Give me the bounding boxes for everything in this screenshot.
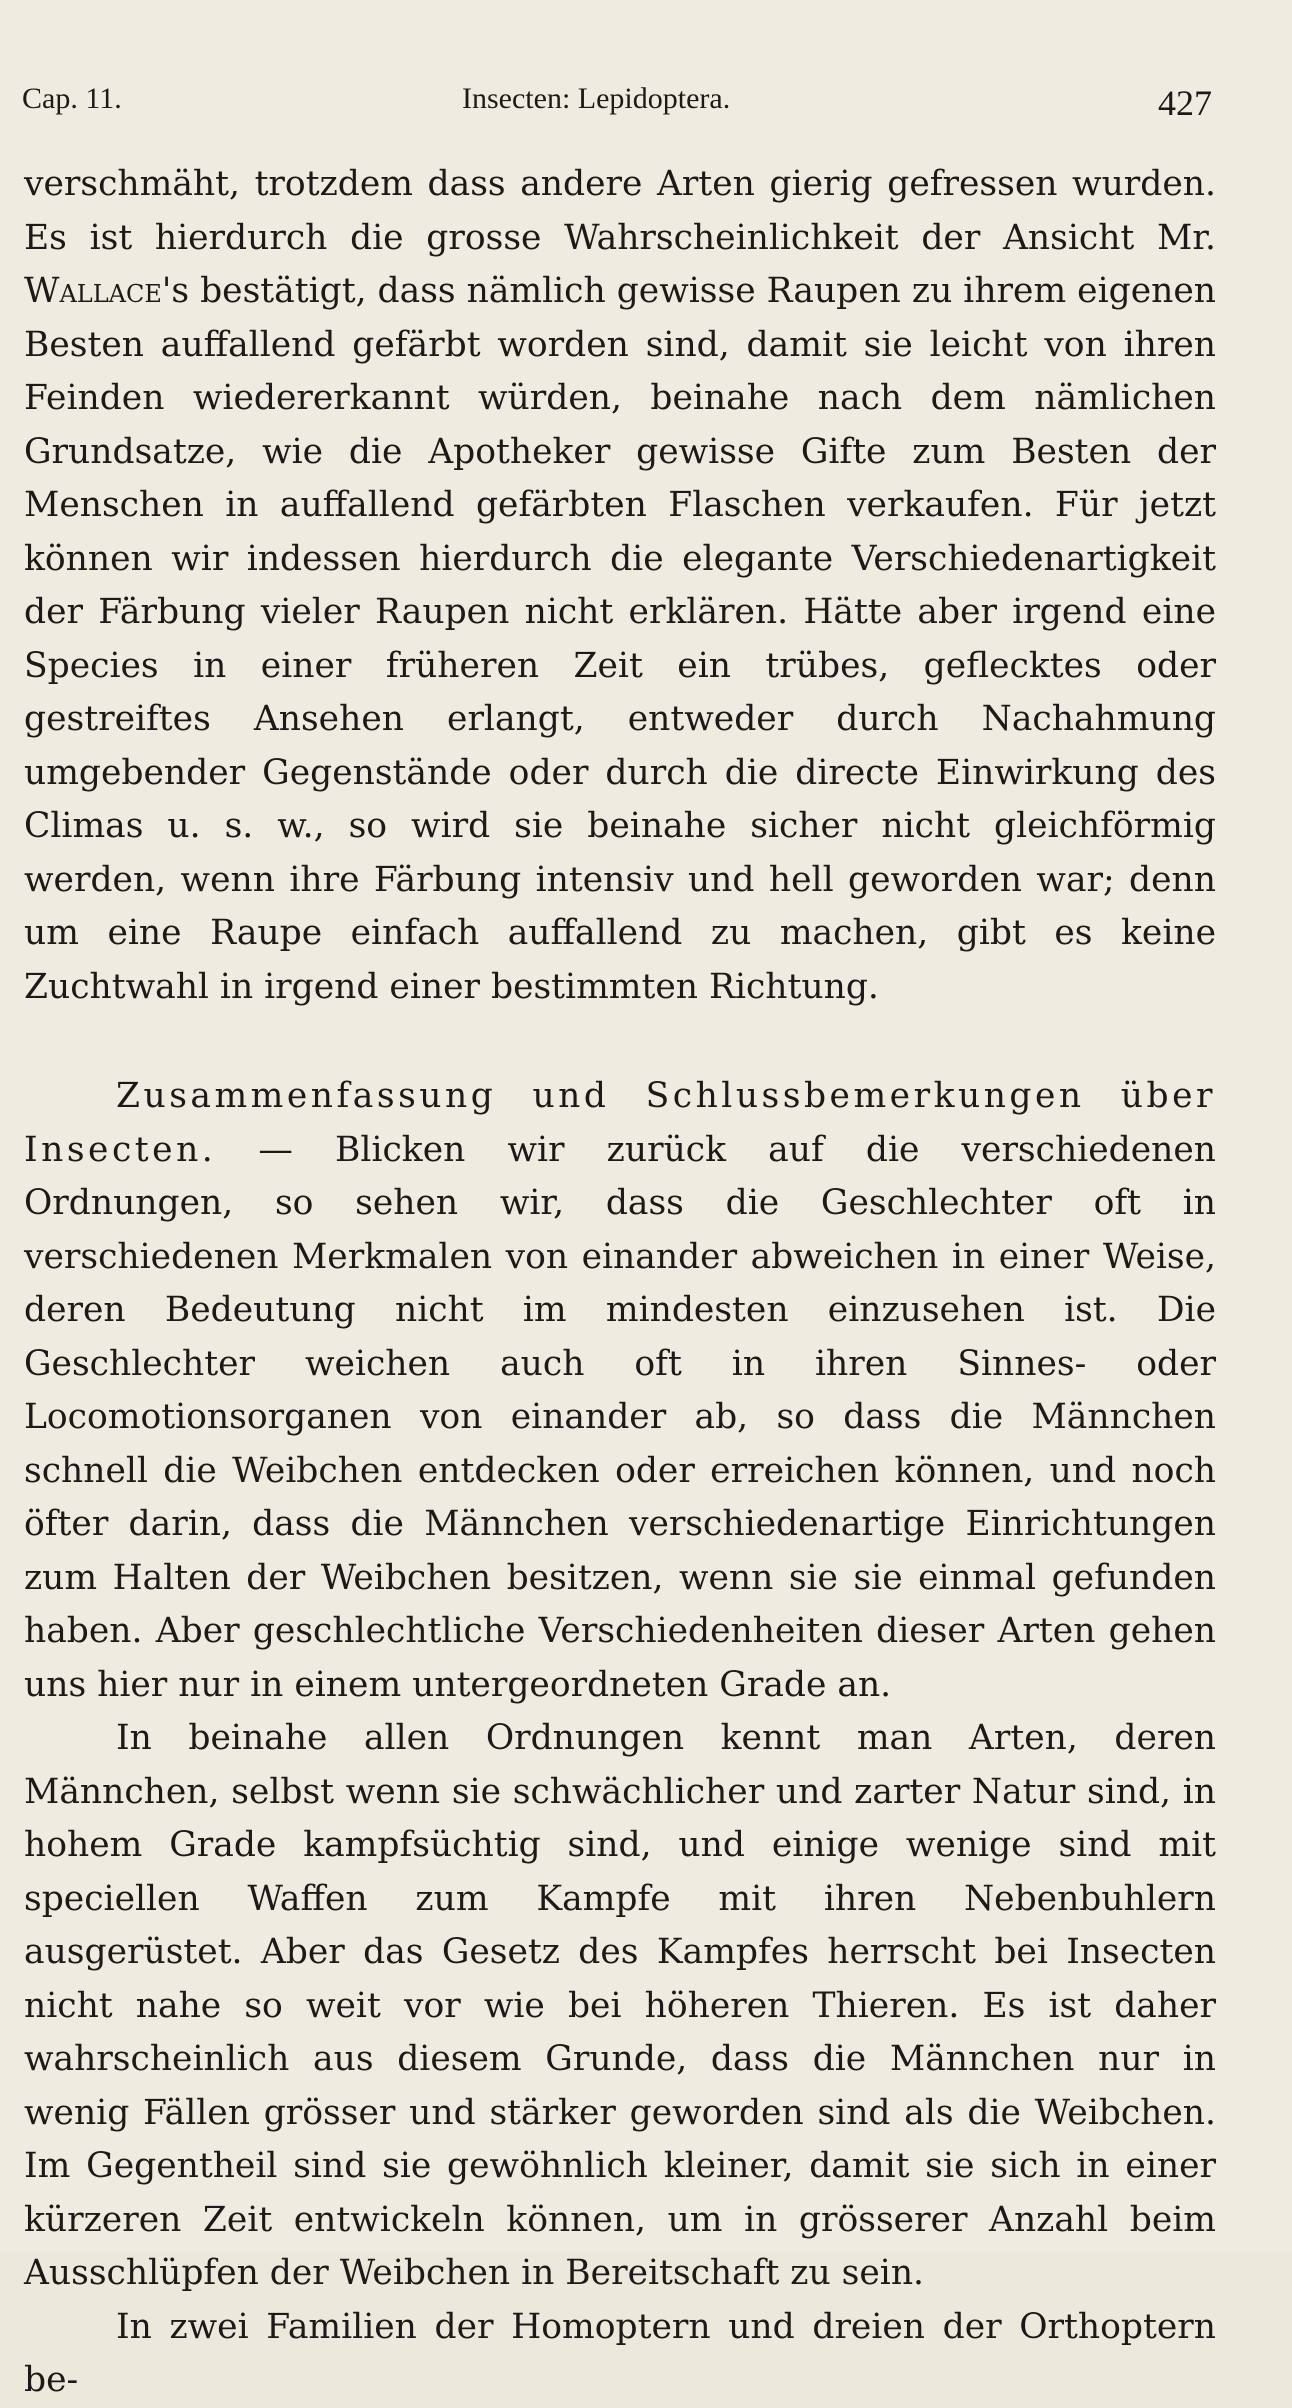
section-title: Insecten: Lepidoptera. <box>462 82 731 115</box>
paragraph-2 <box>24 1070 1216 1712</box>
paragraph-4-text: In zwei Familien der Homoptern und dreien der Orthoptern be- <box>24 2306 1216 2400</box>
page-number: 427 <box>1158 83 1212 123</box>
running-header <box>22 82 1212 132</box>
paragraph-gap <box>24 1014 1216 1070</box>
paragraph-3-text: In beinahe allen Ordnungen kennt man Arten, deren Männchen, selbst wenn sie schwächlicher und zarter Natur sind, in hohem Grade kampfsüchtig sind, und einige wenige sind mit speciellen Waffen zum Kampfe mit ihren Nebenbuhlern ausgerüstet. Aber das Gesetz des Kampfes herrscht bei Insecten nicht nahe so weit vor wie bei höheren Thieren. Es ist daher wahrscheinlich aus diesem Grunde, dass die Männchen nur in wenig Fällen grösser und stärker geworden sind als die Weibchen. Im Gegentheil sind sie gewöhnlich kleiner, damit sie sich in einer kürzeren Zeit entwickeln können, um in grösserer Anzahl beim Ausschlüpfen der Weibchen in Bereitschaft zu sein. <box>24 1718 1216 2293</box>
author-name: Wallace <box>24 271 162 311</box>
chapter-label: Cap. 11. <box>22 82 122 115</box>
paragraph-2-text: — Blicken wir zurück auf die verschiedenen Ordnungen, so sehen wir, dass die Geschlechter oft in verschiedenen Merkmalen von einander abweichen in einer Weise, deren Bedeutung nicht im mindesten einzusehen ist. Die Geschlechter weichen auch oft in ihren Sinnes- oder Locomotionsorganen von einander ab, so dass die Männchen schnell die Weibchen entdecken oder erreichen können, und noch öfter darin, dass die Männchen verschiedenartige Einrichtungen zum Halten der Weibchen besitzen, wenn sie sie einmal gefunden haben. Aber geschlechtliche Verschiedenheiten dieser Arten gehen uns hier nur in einem untergeordneten Grade an. <box>24 1129 1216 1705</box>
paragraph-3 <box>24 1712 1216 2301</box>
body-text <box>24 158 1216 2408</box>
paragraph-1-text-a: verschmäht, trotzdem dass andere Arten gierig gefressen wurden. Es ist hierdurch die grosse Wahrscheinlichkeit der Ansicht Mr. <box>24 164 1216 258</box>
paragraph-4 <box>24 2301 1216 2408</box>
paragraph-1 <box>24 158 1216 1014</box>
paragraph-1-text-b: 's bestätigt, dass nämlich gewisse Raupen zu ihrem eigenen Besten auffallend gefärbt worden sind, damit sie leicht von ihren Feinden wiedererkannt würden, beinahe nach dem nämlichen Grundsatze, wie die Apotheker gewisse Gifte zum Besten der Menschen in auffallend gefärbten Flaschen verkaufen. Für jetzt können wir indessen hierdurch die elegante Verschiedenartigkeit der Färbung vieler Raupen nicht erklären. Hätte aber irgend eine Species in einer früheren Zeit ein trübes, geflecktes oder gestreiftes Ansehen erlangt, entweder durch Nachahmung umgebender Gegenstände oder durch die directe Einwirkung des Climas u. s. w., so wird sie beinahe sicher nicht gleichförmig werden, wenn ihre Färbung intensiv und hell geworden war; denn um eine Raupe einfach auffallend zu machen, gibt es keine Zuchtwahl in irgend einer bestimmten Richtung. <box>24 271 1216 1007</box>
section-heading: Zusammenfassung und Schlussbemerkungen über Insecten. <box>24 1076 1216 1170</box>
